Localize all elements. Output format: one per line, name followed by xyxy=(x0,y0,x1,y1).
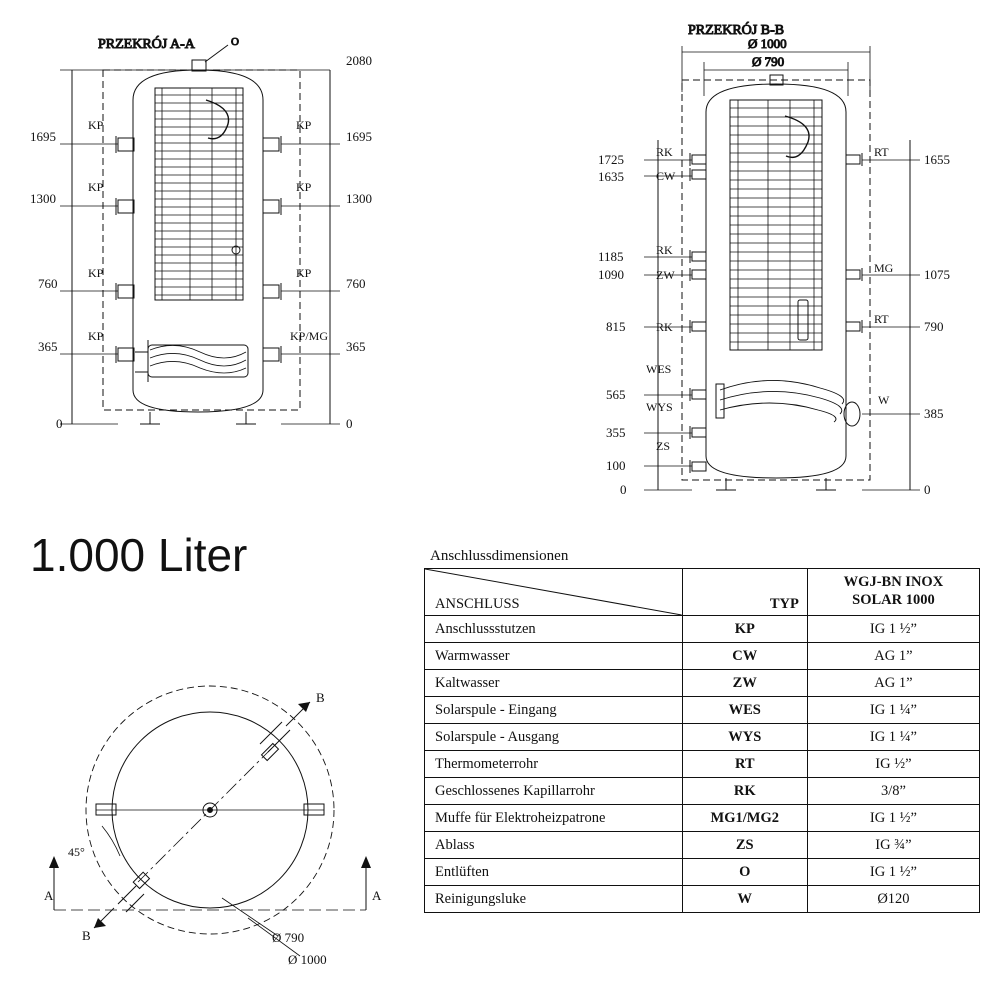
row-name: Solarspule - Ausgang xyxy=(425,724,683,751)
section-a-a-title: PRZEKRÓJ A-A xyxy=(98,37,195,52)
tag-a-right-2: KP xyxy=(296,180,312,194)
dim-b-outer-diameter: Ø 1000 xyxy=(748,36,787,51)
top-view-diam-outer: Ø 1000 xyxy=(288,952,327,967)
row-name: Geschlossenes Kapillarrohr xyxy=(425,778,683,805)
row-name: Reinigungsluke xyxy=(425,886,683,913)
header-cell-anschluss xyxy=(425,569,683,616)
table-row xyxy=(425,886,980,913)
tag-b-left-6: WES xyxy=(646,362,672,376)
row-typ: W xyxy=(682,886,807,913)
vent-label-o: O xyxy=(231,36,239,48)
table-row xyxy=(425,751,980,778)
tag-a-left-2: KP xyxy=(88,180,104,194)
dim-a-right-4: 365 xyxy=(346,339,366,354)
header-cell-model xyxy=(807,569,979,616)
dim-a-right-2: 1300 xyxy=(346,191,372,206)
table-row xyxy=(425,832,980,859)
top-view-drawing xyxy=(10,660,410,980)
tag-a-right-3: KP xyxy=(296,266,312,280)
dim-a-left-3: 760 xyxy=(38,276,58,291)
table-row xyxy=(425,805,980,832)
row-typ: KP xyxy=(682,616,807,643)
tag-b-left-1: RK xyxy=(656,145,673,159)
section-b-b-drawing xyxy=(580,0,1000,510)
row-typ: O xyxy=(682,859,807,886)
tag-a-right-4: KP/MG xyxy=(290,329,329,343)
row-value: IG 1 ½” xyxy=(807,805,979,832)
row-value: IG 1 ¼” xyxy=(807,697,979,724)
row-typ: WYS xyxy=(682,724,807,751)
dim-a-left-5: 0 xyxy=(56,416,63,431)
row-value: IG ½” xyxy=(807,751,979,778)
tag-b-right-3: RT xyxy=(874,312,889,326)
tag-b-right-1: RT xyxy=(874,145,889,159)
table-header-row xyxy=(425,569,980,616)
dim-b-right-2: 1075 xyxy=(924,267,950,282)
row-value: IG ¾” xyxy=(807,832,979,859)
table-row xyxy=(425,643,980,670)
row-value: Ø120 xyxy=(807,886,979,913)
dim-b-left-5: 815 xyxy=(606,319,626,334)
row-value: IG 1 ½” xyxy=(807,859,979,886)
dim-a-left-1: 1695 xyxy=(30,129,56,144)
row-name: Muffe für Elektroheizpatrone xyxy=(425,805,683,832)
top-view-label-a-right: A xyxy=(372,888,382,903)
row-value: IG 1 ¼” xyxy=(807,724,979,751)
tag-a-left-4: KP xyxy=(88,329,104,343)
dim-b-left-8: 100 xyxy=(606,458,626,473)
dim-a-right-5: 0 xyxy=(346,416,353,431)
row-typ: RT xyxy=(682,751,807,778)
tag-a-left-1: KP xyxy=(88,118,104,132)
row-name: Solarspule - Eingang xyxy=(425,697,683,724)
row-typ: RK xyxy=(682,778,807,805)
tag-b-right-4: W xyxy=(878,393,890,407)
section-b-b-title: PRZEKRÓJ B-B xyxy=(688,23,785,38)
table-row xyxy=(425,778,980,805)
header-cell-typ xyxy=(682,569,807,616)
dim-b-inner-diameter: Ø 790 xyxy=(752,54,785,69)
tag-b-left-5: RK xyxy=(656,320,673,334)
tag-a-left-3: KP xyxy=(88,266,104,280)
tag-b-left-8: ZS xyxy=(656,439,671,453)
table-row xyxy=(425,670,980,697)
dim-b-left-1: 1725 xyxy=(598,152,624,167)
dim-a-right-3: 760 xyxy=(346,276,366,291)
row-name: Entlüften xyxy=(425,859,683,886)
dim-a-top: 2080 xyxy=(346,53,372,68)
row-value: AG 1” xyxy=(807,670,979,697)
row-typ: WES xyxy=(682,697,807,724)
row-typ: ZW xyxy=(682,670,807,697)
row-typ: CW xyxy=(682,643,807,670)
dim-a-right-1: 1695 xyxy=(346,129,372,144)
dim-b-left-3: 1185 xyxy=(598,249,624,264)
connection-dimensions-table xyxy=(424,568,980,913)
top-view-label-b-top: B xyxy=(316,690,325,705)
row-typ: ZS xyxy=(682,832,807,859)
row-name: Ablass xyxy=(425,832,683,859)
dim-a-left-2: 1300 xyxy=(30,191,56,206)
dim-b-right-3: 790 xyxy=(924,319,944,334)
capacity-label: 1.000 Liter xyxy=(30,529,248,581)
row-name: Thermometerrohr xyxy=(425,751,683,778)
row-value: AG 1” xyxy=(807,643,979,670)
dim-b-right-5: 0 xyxy=(924,482,931,497)
row-value: 3/8” xyxy=(807,778,979,805)
row-value: IG 1 ½” xyxy=(807,616,979,643)
dim-b-left-7: 355 xyxy=(606,425,626,440)
dim-b-left-2: 1635 xyxy=(598,169,624,184)
top-view-label-a-left: A xyxy=(44,888,54,903)
top-view-angle: 45° xyxy=(68,845,85,859)
tag-b-left-3: RK xyxy=(656,243,673,257)
tag-b-right-2: MG xyxy=(874,261,894,275)
tag-b-left-7: WYS xyxy=(646,400,673,414)
tag-a-right-1: KP xyxy=(296,118,312,132)
header-label-typ: TYP xyxy=(769,596,799,612)
header-label-anschluss: ANSCHLUSS xyxy=(435,596,520,612)
row-typ: MG1/MG2 xyxy=(682,805,807,832)
tag-b-left-4: ZW xyxy=(656,268,675,282)
row-name: Warmwasser xyxy=(425,643,683,670)
section-a-a-drawing xyxy=(0,0,400,470)
dim-b-right-4: 385 xyxy=(924,406,944,421)
header-model-line1: WGJ-BN INOX xyxy=(843,574,944,590)
table-title: Anschlussdimensionen xyxy=(430,548,569,564)
dim-a-left-4: 365 xyxy=(38,339,58,354)
table-row xyxy=(425,697,980,724)
top-view-label-b-bottom: B xyxy=(82,928,91,943)
connection-dimensions-panel xyxy=(424,548,980,913)
top-view-diam-inner: Ø 790 xyxy=(272,930,305,945)
dim-b-right-1: 1655 xyxy=(924,152,950,167)
tag-b-left-2: CW xyxy=(656,169,676,183)
dim-b-left-6: 565 xyxy=(606,387,626,402)
dim-b-left-9: 0 xyxy=(620,482,627,497)
dim-b-left-4: 1090 xyxy=(598,267,624,282)
table-row xyxy=(425,724,980,751)
table-row xyxy=(425,616,980,643)
header-model-line2: SOLAR 1000 xyxy=(852,592,935,609)
table-row xyxy=(425,859,980,886)
row-name: Kaltwasser xyxy=(425,670,683,697)
row-name: Anschlussstutzen xyxy=(425,616,683,643)
